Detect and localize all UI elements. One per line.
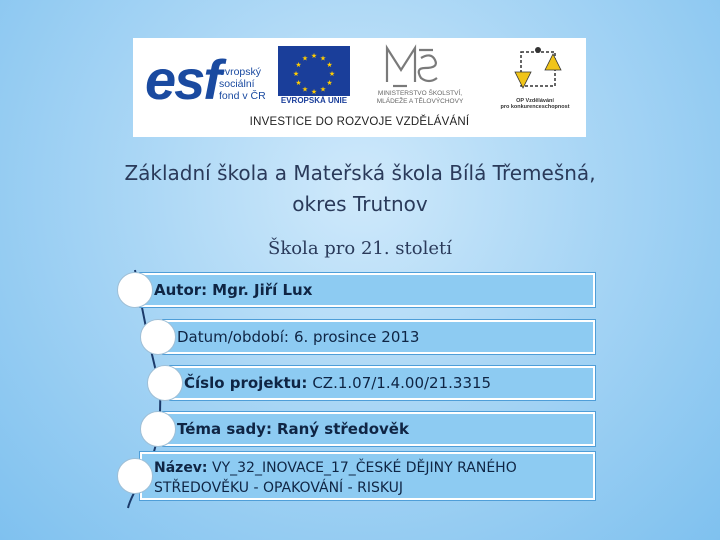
msmt-text: MINISTERSTVO ŠKOLSTVÍ, MLÁDEŽE A TĚLOVÝCHOVY bbox=[376, 90, 464, 105]
svg-text:★: ★ bbox=[319, 54, 327, 63]
svg-text:★: ★ bbox=[301, 85, 309, 94]
bullet-circle bbox=[147, 365, 183, 401]
svg-text:★: ★ bbox=[310, 52, 318, 60]
eu-flag-icon bbox=[278, 46, 350, 96]
author-value: Mgr. Jiří Lux bbox=[212, 281, 313, 299]
theme-label: Téma sady: bbox=[177, 420, 272, 438]
author-label: Autor: bbox=[154, 281, 208, 299]
svg-text:★: ★ bbox=[326, 61, 333, 69]
page-subtitle: Škola pro 21. století bbox=[267, 238, 453, 259]
theme-value: Raný středověk bbox=[276, 420, 409, 438]
svg-text:★: ★ bbox=[319, 85, 327, 94]
page-title: Základní škola a Mateřská škola Bílá Třemešná, okres Trutnov bbox=[124, 161, 596, 216]
svg-text:★: ★ bbox=[328, 70, 336, 78]
svg-text:★: ★ bbox=[326, 79, 333, 87]
date-value: 6. prosince 2013 bbox=[293, 328, 420, 346]
bullet-circle bbox=[140, 411, 176, 447]
eu-label: EVROPSKÁ UNIE bbox=[280, 96, 348, 105]
esf-tagline: evropský sociální fond v ČR bbox=[219, 66, 266, 102]
name-label: Název: bbox=[154, 460, 208, 476]
banner-text: INVESTICE DO ROZVOJE VZDĚLÁVÁNÍ bbox=[249, 116, 470, 128]
project-value: CZ.1.07/1.4.00/21.3315 bbox=[312, 374, 492, 392]
svg-text:★: ★ bbox=[292, 70, 300, 78]
info-row-date bbox=[163, 320, 595, 354]
info-row-project bbox=[170, 366, 595, 400]
bullet-circle bbox=[117, 458, 153, 494]
bullet-circle bbox=[140, 319, 176, 355]
svg-text:★: ★ bbox=[310, 88, 318, 96]
svg-text:★: ★ bbox=[295, 79, 302, 87]
op-vk-text: OP Vzdělávání pro konkurenceschopnost bbox=[500, 98, 570, 110]
name-value: VY_32_INOVACE_17_ČESKÉ DĚJINY RANÉHO STŘEDOVĚKU - OPAKOVÁNÍ - RISKUJ bbox=[154, 460, 517, 496]
svg-text:★: ★ bbox=[295, 61, 302, 69]
svg-text:★: ★ bbox=[301, 54, 309, 63]
bullet-circle bbox=[117, 272, 153, 308]
info-row-author bbox=[140, 273, 595, 307]
date-label: Datum/období: bbox=[177, 328, 289, 346]
info-row-theme bbox=[163, 412, 595, 446]
logo-bar bbox=[133, 38, 586, 137]
project-label: Číslo projektu: bbox=[184, 374, 308, 392]
esf-logo: esf bbox=[145, 48, 220, 111]
info-row-name bbox=[140, 452, 595, 500]
